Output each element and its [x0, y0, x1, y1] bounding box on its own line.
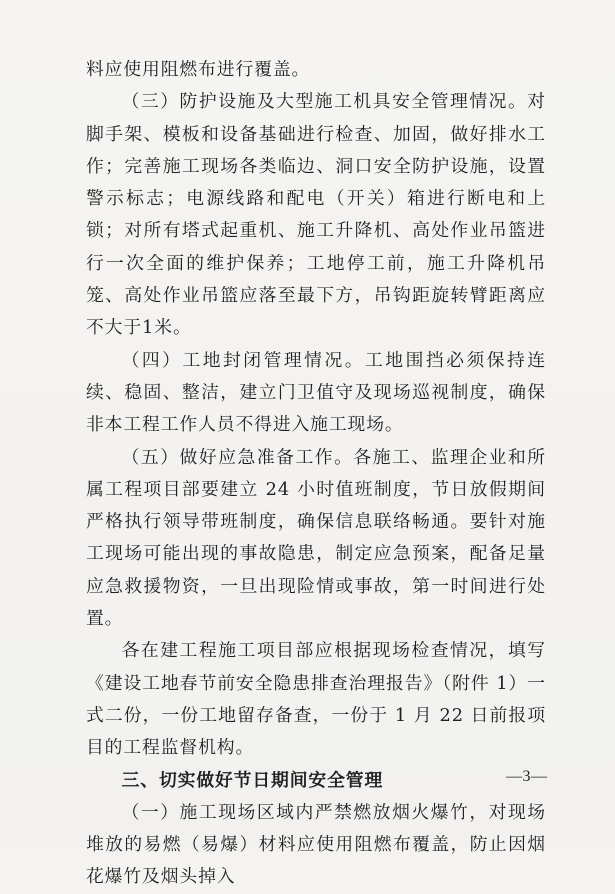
paragraph-report-submission: 各在建工程施工项目部应根据现场检查情况，填写《建设工地春节前安全隐患排查治理报告》（附件 1）一式二份，一份工地留存备查，一份于 1 月 22 日前报项目的工程监督机构。 — [86, 640, 546, 759]
paragraph-continued: 料应使用阻燃布进行覆盖。 — [86, 59, 311, 80]
paragraph-site-closure: （四）工地封闭管理情况。工地围挡必须保持连续、稳固、整洁，建立门卫值守及现场巡视制度，确保非本工程工作人员不得进入施工现场。 — [86, 349, 546, 436]
document-body — [86, 54, 546, 894]
paragraph-protection-facilities: （三）防护设施及大型施工机具安全管理情况。对脚手架、模板和设备基础进行检查、加固，做好排水工作；完善施工现场各类临边、洞口安全防护设施，设置警示标志；电源线路和配电（开关）箱进行断电和上锁；对所有塔式起重机、施工升降机、高处作业吊篮进行一次全面的维护保养；工地停工前，施工升降机吊笼、高处作业吊篮应落至最下方，吊钩距旋转臂距离应不大于1米。 — [86, 91, 546, 339]
page-number: —3— — [506, 768, 548, 785]
section-heading: 三、切实做好节日期间安全管理 — [121, 769, 384, 791]
paragraph-fireworks-ban: （一）施工现场区域内严禁燃放烟火爆竹，对现场堆放的易燃（易爆）材料应使用阻燃布覆盖，防止因烟花爆竹及烟头掉入 — [86, 801, 546, 888]
paragraph-emergency-preparation: （五）做好应急准备工作。各施工、监理企业和所属工程项目部要建立 24 小时值班制度，节日放假期间严格执行领导带班制度，确保信息联络畅通。要针对施工现场可能出现的事故隐患，制定应急预案，配备足量应急救援物资，一旦出现险情或事故，第一时间进行处置。 — [86, 446, 546, 630]
